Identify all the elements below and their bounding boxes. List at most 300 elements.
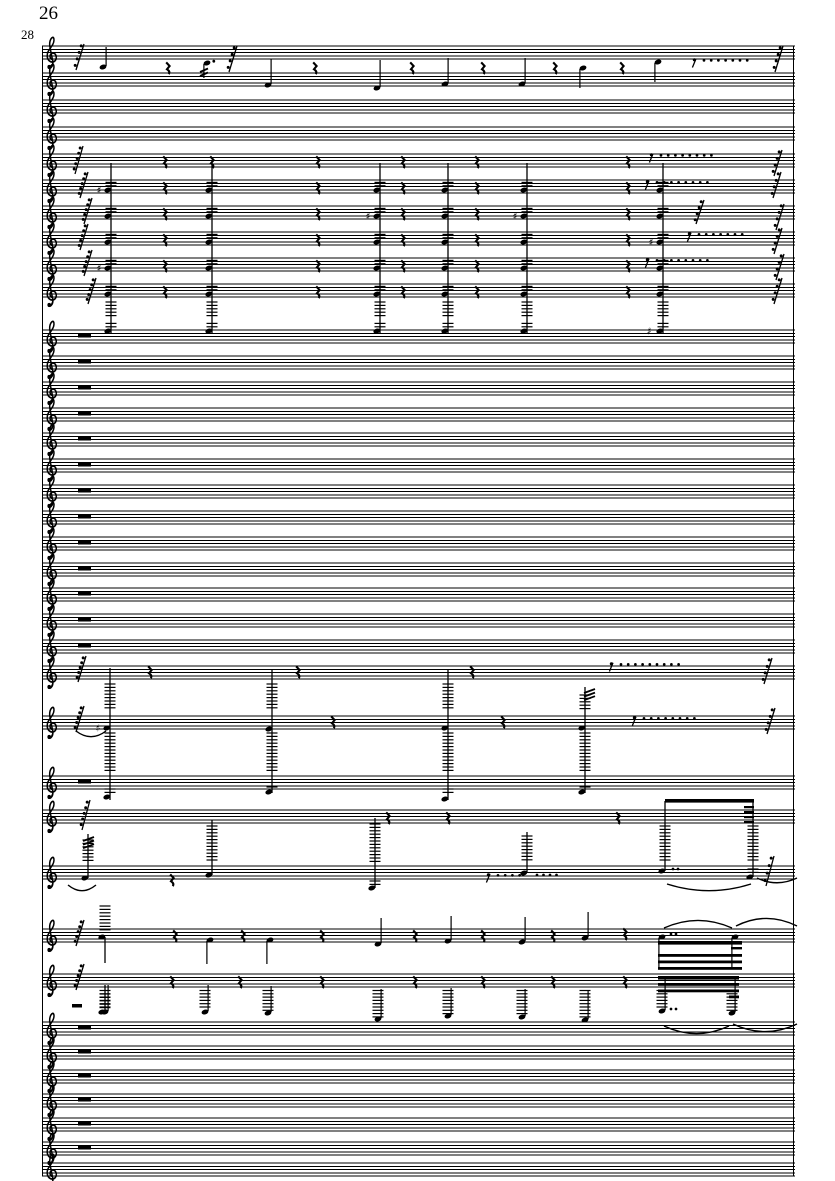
dot — [778, 278, 781, 281]
dot — [774, 274, 777, 277]
eighth-rest-dotted — [486, 873, 521, 882]
quarter-rest — [626, 260, 629, 272]
quarter-rest — [163, 260, 166, 272]
chord-column — [366, 163, 386, 334]
tie — [667, 884, 751, 891]
eighth-rest-dotted — [609, 662, 680, 671]
staff-lines — [42, 810, 795, 823]
quarter-rest — [313, 62, 316, 74]
dot — [85, 208, 88, 211]
dot — [692, 259, 695, 262]
dot — [88, 250, 91, 253]
treble-clef-icon — [47, 920, 56, 952]
dot — [692, 181, 695, 184]
dot — [74, 726, 77, 729]
tie — [664, 920, 732, 928]
dot — [74, 984, 77, 987]
half-rest — [72, 1004, 82, 1008]
dot — [74, 64, 77, 67]
staff-9 — [42, 249, 795, 281]
dot — [778, 211, 781, 214]
sixtyfourth-rest — [74, 44, 84, 70]
dot — [627, 663, 630, 666]
staff-37 — [42, 1154, 795, 1181]
dot — [656, 663, 659, 666]
dot — [772, 248, 775, 251]
dot — [768, 864, 771, 867]
dot — [699, 181, 702, 184]
quarter-rest — [320, 930, 323, 942]
quarter-rest — [475, 208, 478, 220]
beam — [658, 941, 742, 945]
dot — [710, 59, 713, 62]
staff-lines — [42, 1070, 795, 1083]
dot — [677, 259, 680, 262]
staff-30 — [42, 964, 795, 1023]
dot — [746, 59, 749, 62]
dot — [660, 154, 663, 157]
quarter-rest — [481, 976, 484, 988]
dot — [670, 933, 673, 936]
staff-10 — [42, 275, 795, 307]
quarter-rest — [481, 62, 484, 74]
staff-27 — [42, 800, 795, 833]
quarter-rest — [316, 260, 319, 272]
dot — [549, 874, 552, 877]
staff-21 — [42, 579, 795, 611]
dot — [688, 154, 691, 157]
quarter-rest — [173, 930, 176, 942]
beam — [658, 990, 739, 993]
quarter-rest — [401, 156, 404, 168]
quarter-rest — [163, 156, 166, 168]
dot — [77, 974, 80, 977]
dot — [710, 154, 713, 157]
note — [517, 989, 528, 1020]
dot — [86, 255, 89, 258]
staff-23 — [42, 631, 795, 663]
dot — [92, 278, 95, 281]
sixtyfourth-rest — [694, 200, 704, 224]
dot — [693, 717, 696, 720]
beam — [744, 806, 754, 808]
quarter-rest — [163, 182, 166, 194]
treble-clef-icon — [47, 965, 56, 997]
quarter-rest — [551, 930, 554, 942]
dot — [734, 233, 737, 236]
dot — [771, 192, 774, 195]
dot — [719, 233, 722, 236]
staff-8 — [42, 223, 795, 255]
dot — [79, 666, 82, 669]
quarter-rest — [401, 260, 404, 272]
dot — [641, 663, 644, 666]
dot — [770, 857, 773, 860]
quarter-rest — [626, 182, 629, 194]
quarter-rest — [163, 234, 166, 246]
staff-lines — [42, 640, 795, 653]
note — [654, 59, 662, 82]
dot — [670, 181, 673, 184]
sharp-accidental: ♯ — [96, 263, 102, 275]
dot — [78, 925, 81, 928]
dot — [712, 233, 715, 236]
chord-column — [368, 818, 381, 891]
quarter-rest — [551, 976, 554, 988]
staff-12 — [42, 347, 795, 379]
dot — [776, 267, 779, 270]
staff-5 — [42, 145, 795, 177]
dot — [78, 192, 81, 195]
chord-column — [647, 163, 669, 337]
quarter-rest — [401, 208, 404, 220]
quarter-rest — [475, 156, 478, 168]
note — [518, 917, 526, 945]
dot — [89, 288, 92, 291]
dot — [771, 708, 774, 711]
staff-35 — [42, 1109, 795, 1141]
whole-rest — [78, 437, 91, 441]
quarter-rest — [626, 286, 629, 298]
note — [373, 989, 384, 1022]
dot — [227, 66, 230, 69]
note — [264, 59, 272, 88]
line — [776, 204, 784, 230]
sixtyfourth-rest — [80, 800, 90, 830]
dot — [77, 152, 80, 155]
sharp-accidental: ♯ — [512, 211, 518, 223]
dot — [767, 721, 770, 724]
dot — [780, 204, 783, 207]
quarter-rest — [241, 930, 244, 942]
staff-lines — [42, 929, 795, 942]
quarter-rest — [316, 182, 319, 194]
whole-rest — [78, 1026, 91, 1030]
dot — [86, 203, 89, 206]
dot — [231, 53, 234, 56]
beam — [658, 983, 739, 986]
staff-lines — [42, 776, 795, 789]
dot — [741, 233, 744, 236]
dot — [726, 233, 729, 236]
staff-lines — [42, 459, 795, 472]
dot — [724, 59, 727, 62]
dot — [81, 182, 84, 185]
note — [200, 985, 211, 1015]
dot — [536, 874, 539, 877]
sixtyfourth-rest — [762, 658, 772, 684]
quarter-rest — [413, 930, 416, 942]
beam — [744, 811, 754, 813]
dot — [75, 979, 78, 982]
dot — [634, 663, 637, 666]
dot — [77, 671, 80, 674]
sixtyfourth-rest — [771, 172, 781, 198]
dot — [511, 874, 514, 877]
quarter-rest — [410, 62, 413, 74]
dot — [80, 706, 83, 709]
staff-lines — [42, 382, 795, 395]
dot — [773, 66, 776, 69]
dot — [76, 157, 79, 160]
staff-lines — [42, 258, 795, 271]
staff-lines — [42, 866, 795, 879]
line — [75, 146, 83, 174]
dot — [672, 868, 675, 871]
sharp-accidental: ♯ — [648, 237, 654, 249]
dot — [696, 212, 699, 215]
dot — [775, 59, 778, 62]
dot — [703, 154, 706, 157]
staff-lines — [42, 563, 795, 576]
dot — [762, 678, 765, 681]
dot — [780, 254, 783, 257]
beam — [658, 976, 739, 980]
beam — [658, 967, 742, 970]
quarter-rest — [166, 62, 169, 74]
dot — [80, 964, 83, 967]
dot — [670, 1008, 673, 1011]
dot — [77, 930, 80, 933]
dot — [772, 170, 775, 173]
dot — [731, 59, 734, 62]
staff-lines — [42, 433, 795, 446]
staff-lines — [42, 356, 795, 369]
staff-3 — [42, 91, 795, 123]
staff-lines — [42, 46, 795, 59]
sharp-accidental: ♯ — [96, 185, 102, 197]
whole-rest — [78, 463, 91, 467]
dot — [78, 711, 81, 714]
staff-lines — [42, 330, 795, 343]
dot — [667, 154, 670, 157]
chord-column — [441, 163, 454, 334]
staff-lines — [42, 206, 795, 219]
dot — [85, 260, 88, 263]
dot — [694, 218, 697, 221]
dot — [82, 177, 85, 180]
staff-26 — [42, 767, 795, 799]
quarter-rest — [475, 182, 478, 194]
staff-7 — [42, 197, 795, 230]
dot — [696, 154, 699, 157]
staff-22 — [42, 605, 795, 637]
whole-rest — [78, 618, 91, 622]
dot — [650, 717, 653, 720]
dot — [83, 265, 86, 268]
staff-lines — [42, 73, 795, 86]
staff-16 — [42, 450, 795, 482]
chord-column — [96, 668, 116, 800]
dot — [684, 259, 687, 262]
quarter-rest — [401, 182, 404, 194]
dot — [699, 259, 702, 262]
staff-lines — [42, 408, 795, 421]
dot — [675, 1008, 678, 1011]
line — [80, 172, 88, 198]
dot — [83, 213, 86, 216]
beam — [744, 816, 754, 818]
dot — [700, 200, 703, 203]
dot — [78, 969, 81, 972]
chord-column — [97, 163, 117, 334]
dot — [80, 920, 83, 923]
sixtyfourth-rest — [78, 224, 88, 250]
quarter-rest — [170, 874, 173, 886]
dot — [776, 217, 779, 220]
dot — [766, 872, 769, 875]
dot — [212, 60, 215, 63]
dot — [657, 717, 660, 720]
page-number: 26 — [39, 3, 58, 24]
dot — [233, 46, 236, 49]
quarter-rest — [446, 812, 449, 824]
dot — [779, 46, 782, 49]
sixtyfourth-rest — [82, 198, 92, 224]
whole-rest — [78, 515, 91, 519]
quarter-rest — [316, 286, 319, 298]
quarter-rest — [626, 208, 629, 220]
chord-column — [265, 670, 278, 795]
dot — [82, 218, 85, 221]
staff-lines — [42, 1094, 795, 1107]
dot — [84, 806, 87, 809]
sharp-accidental: ♯ — [646, 326, 652, 338]
dot — [88, 198, 91, 201]
sixtyfourth-rest — [774, 204, 784, 230]
dot — [497, 874, 500, 877]
quarter-rest — [316, 208, 319, 220]
staff-lines — [42, 1142, 795, 1155]
quarter-rest — [320, 976, 323, 988]
line — [80, 224, 88, 250]
sharp-accidental: ♯ — [365, 211, 371, 223]
line — [76, 44, 84, 70]
beam — [658, 961, 742, 964]
staff-lines — [42, 485, 795, 498]
dot — [677, 181, 680, 184]
dot — [703, 59, 706, 62]
dot — [75, 721, 78, 724]
dot — [76, 676, 79, 679]
dot — [775, 179, 778, 182]
whole-rest — [78, 567, 91, 571]
staff-25 — [42, 706, 795, 739]
note — [200, 60, 215, 78]
quarter-rest — [316, 234, 319, 246]
tie — [76, 731, 106, 737]
quarter-rest — [626, 234, 629, 246]
quarter-rest — [553, 62, 556, 74]
staff-29 — [42, 912, 795, 967]
whole-rest — [78, 1050, 91, 1054]
staff-lines — [42, 180, 795, 193]
line — [767, 708, 775, 734]
dot — [684, 181, 687, 184]
dot — [90, 283, 93, 286]
dot — [764, 671, 767, 674]
whole-rest — [78, 360, 91, 364]
dot — [670, 663, 673, 666]
staff-lines — [42, 511, 795, 524]
line — [84, 198, 92, 224]
tie — [664, 1026, 729, 1034]
line — [764, 658, 772, 684]
sharp-accidental: ♯ — [95, 723, 101, 735]
line — [696, 200, 704, 224]
quarter-rest — [475, 234, 478, 246]
dot — [777, 53, 780, 56]
staff-36 — [42, 1133, 795, 1165]
whole-rest — [78, 644, 91, 648]
dot — [82, 656, 85, 659]
beam — [658, 954, 742, 957]
staff-lines — [42, 1022, 795, 1035]
staff-lines — [42, 588, 795, 601]
quarter-rest — [620, 62, 623, 74]
staff-20 — [42, 554, 795, 586]
quarter-rest — [475, 286, 478, 298]
dot — [84, 172, 87, 175]
dot — [776, 235, 779, 238]
whole-rest — [78, 1098, 91, 1102]
staff-24 — [42, 656, 795, 689]
staff-lines — [42, 537, 795, 550]
dot — [706, 259, 709, 262]
dot — [675, 933, 678, 936]
dot — [80, 661, 83, 664]
dot — [82, 229, 85, 232]
quarter-rest — [481, 930, 484, 942]
staff-lines — [42, 716, 795, 729]
dot — [739, 59, 742, 62]
dot — [671, 717, 674, 720]
note — [206, 937, 214, 964]
bar-number: 28 — [21, 27, 34, 42]
staff-28 — [42, 856, 795, 889]
beam — [731, 947, 742, 949]
dot — [679, 717, 682, 720]
dot — [778, 261, 781, 264]
dot — [677, 663, 680, 666]
dot — [83, 812, 86, 815]
sixtyfourth-rest — [78, 172, 88, 198]
dot — [768, 658, 771, 661]
staff-34 — [42, 1085, 795, 1117]
treble-clef-icon — [47, 857, 56, 889]
eighth-rest-dotted — [649, 153, 712, 162]
dot — [80, 823, 83, 826]
dot — [674, 154, 677, 157]
dot — [648, 663, 651, 666]
dot — [681, 154, 684, 157]
dot — [75, 935, 78, 938]
note — [657, 977, 668, 1014]
dot — [229, 59, 232, 62]
whole-rest — [78, 541, 91, 545]
whole-rest — [78, 334, 91, 338]
dot — [77, 716, 80, 719]
note — [580, 990, 591, 1023]
eighth-rest-dotted — [645, 258, 708, 267]
whole-rest — [78, 489, 91, 493]
dot — [717, 59, 720, 62]
whole-rest — [78, 780, 91, 784]
quarter-rest — [163, 208, 166, 220]
staff-2 — [42, 64, 795, 96]
whole-rest — [78, 1122, 91, 1126]
note — [443, 988, 454, 1019]
